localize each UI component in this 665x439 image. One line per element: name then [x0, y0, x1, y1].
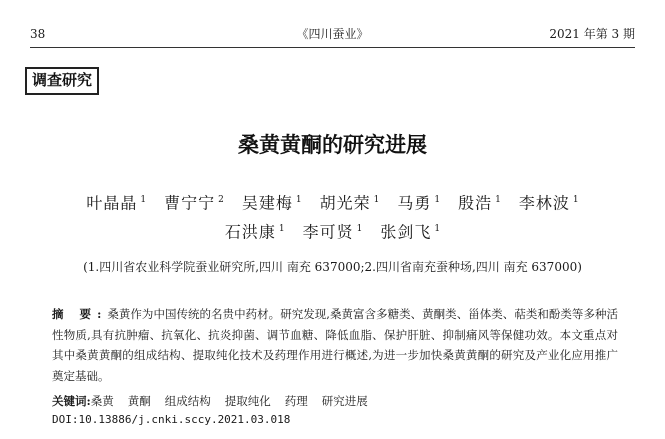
keyword: 组成结构	[164, 394, 211, 408]
paper-title: 桑黄黄酮的研究进展	[238, 133, 427, 157]
author-list	[40, 187, 625, 246]
author-name: 李林波	[518, 193, 570, 213]
author-affil-mark: 1	[495, 195, 501, 205]
author	[242, 187, 302, 216]
author-affil-mark: 1	[434, 195, 441, 205]
author	[86, 187, 146, 216]
keyword: 提取纯化	[224, 394, 271, 408]
section-tag: 调查研究	[25, 67, 99, 95]
author	[164, 187, 224, 216]
abstract	[52, 304, 618, 386]
issue-label: 2021 年第 3 期	[549, 27, 635, 41]
author-name: 马勇	[397, 193, 432, 213]
author-affil-mark: 1	[295, 195, 302, 205]
doi: DOI:10.13886/j.cnki.sccy.2021.03.018	[52, 413, 291, 426]
keywords-label: 关键词:	[52, 394, 91, 408]
author-name: 叶晶晶	[86, 193, 138, 213]
journal-name: 《四川蚕业》	[296, 27, 369, 41]
header-rule	[30, 47, 635, 48]
author-name: 胡光荣	[319, 193, 371, 213]
affiliation: (1.四川省农业科学院蚕业研究所,四川 南充 637000;2.四川省南充蚕种场,四川 南充 637000)	[83, 260, 582, 274]
page-number: 38	[30, 27, 46, 41]
keyword: 研究进展	[321, 394, 368, 408]
author-name: 石洪康	[224, 222, 276, 242]
author	[320, 187, 380, 216]
author-affil-mark: 1	[356, 224, 363, 235]
author-affil-mark: 1	[434, 224, 441, 235]
author	[397, 187, 440, 216]
author-affil-mark: 1	[140, 195, 147, 205]
author-affil-mark: 1	[278, 224, 285, 235]
author	[303, 216, 363, 245]
keywords	[52, 392, 618, 410]
author-name: 李可贤	[302, 222, 354, 242]
author	[225, 216, 285, 245]
running-header	[30, 24, 635, 44]
keyword: 桑黄	[90, 394, 114, 408]
abstract-text: 桑黄作为中国传统的名贵中药材。研究发现,桑黄富含多糖类、黄酮类、甾体类、萜类和酚类等多种活性物质,具有抗肿瘤、抗氧化、抗炎抑菌、调节血糖、降低血脂、保护肝脏、抑制痛风等保健功效。本文重点对其中桑黄黄酮的组成结构、提取纯化技术及药理作用进行概述,为进一步加快桑黄黄酮的研究及产业化应用推广奠定基础。	[52, 307, 619, 383]
author	[380, 216, 440, 245]
keyword: 黄酮	[127, 394, 151, 408]
abstract-label: 摘 要:	[52, 307, 108, 321]
author-affil-mark: 1	[572, 195, 579, 205]
author-name: 殷浩	[458, 193, 493, 213]
author-name: 曹宁宁	[164, 193, 216, 213]
author-name: 张剑飞	[380, 222, 432, 242]
author	[458, 187, 501, 216]
author	[519, 187, 579, 216]
author-affil-mark: 1	[373, 195, 380, 205]
author-name: 吴建梅	[241, 193, 293, 213]
keyword: 药理	[284, 394, 308, 408]
author-affil-mark: 2	[218, 195, 224, 205]
